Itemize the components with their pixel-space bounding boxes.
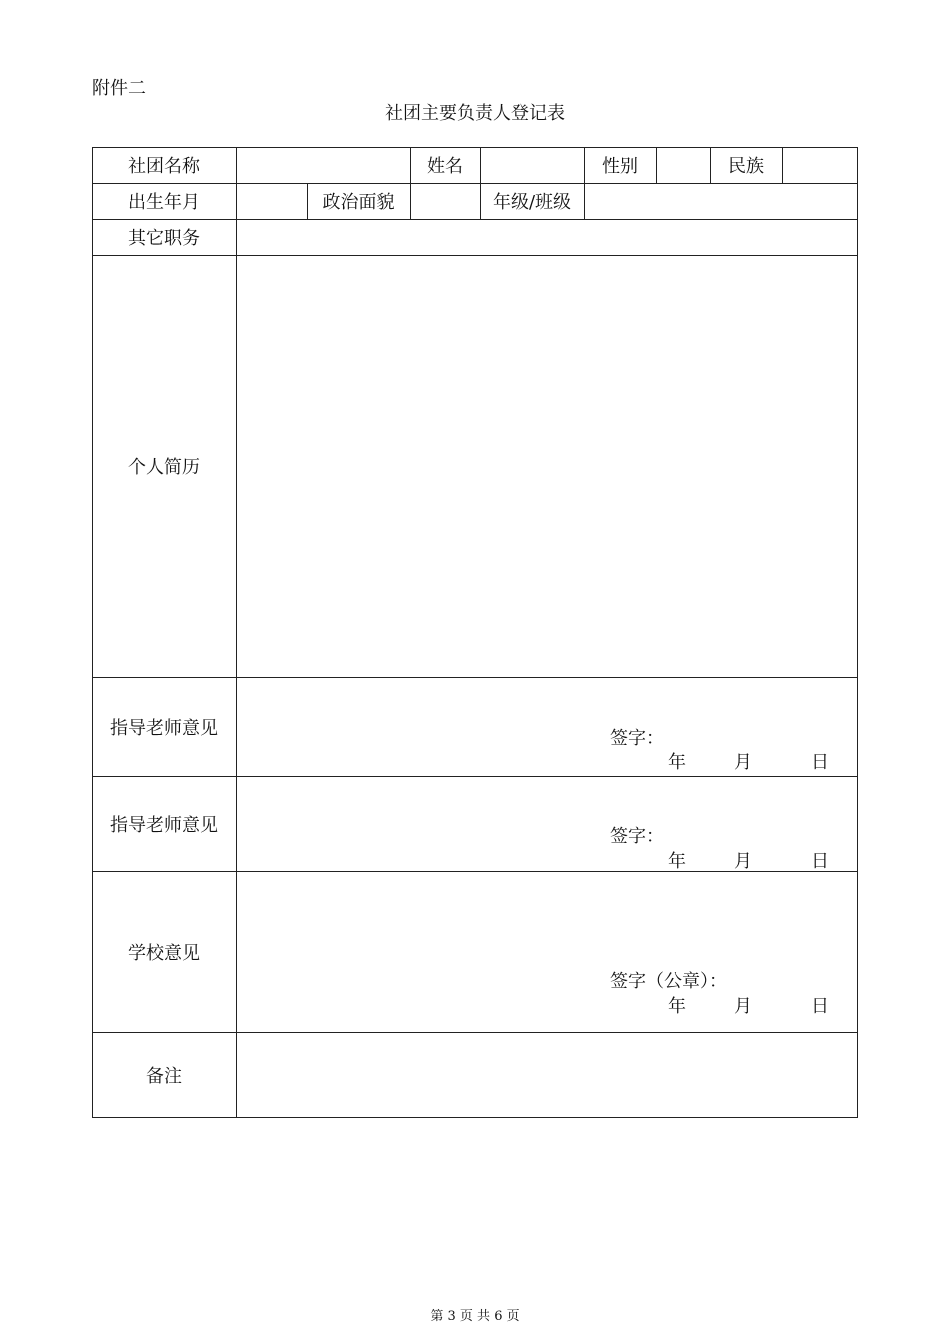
date-day-label: 日 bbox=[811, 851, 829, 872]
date-month-label: 月 bbox=[734, 752, 752, 773]
resume-field[interactable] bbox=[237, 256, 857, 677]
birth-date-label: 出生年月 bbox=[128, 192, 200, 213]
birth-date-field[interactable] bbox=[237, 184, 307, 219]
date-year-label: 年 bbox=[668, 851, 686, 872]
political-status-field[interactable] bbox=[411, 184, 480, 219]
name-field[interactable] bbox=[481, 148, 584, 183]
gender-field[interactable] bbox=[657, 148, 710, 183]
school-opinion-label: 学校意见 bbox=[128, 942, 200, 964]
political-status-label: 政治面貌 bbox=[322, 192, 395, 213]
attachment-label: 附件二 bbox=[92, 78, 146, 99]
other-duties-field[interactable] bbox=[237, 220, 857, 255]
date-month-label: 月 bbox=[734, 996, 752, 1017]
other-duties-label: 其它职务 bbox=[128, 228, 200, 249]
table-border bbox=[857, 147, 858, 1118]
club-name-field[interactable] bbox=[237, 148, 410, 183]
signature-seal-label: 签字（公章）： bbox=[610, 971, 727, 992]
school-opinion-field[interactable] bbox=[237, 872, 857, 1032]
ethnicity-field[interactable] bbox=[783, 148, 857, 183]
grade-class-field[interactable] bbox=[585, 184, 857, 219]
date-day-label: 日 bbox=[811, 752, 829, 773]
advisor-opinion-label: 指导老师意见 bbox=[110, 814, 218, 836]
grade-class-label: 年级/班级 bbox=[492, 192, 572, 213]
advisor-opinion-field[interactable] bbox=[237, 777, 857, 871]
ethnicity-label: 民族 bbox=[728, 156, 764, 177]
remarks-label: 备注 bbox=[146, 1065, 182, 1087]
table-border bbox=[92, 1117, 858, 1118]
gender-label: 性别 bbox=[602, 156, 638, 177]
remarks-field[interactable] bbox=[237, 1033, 857, 1117]
date-day-label: 日 bbox=[811, 996, 829, 1017]
form-title: 社团主要负责人登记表 bbox=[385, 103, 565, 124]
resume-label: 个人简历 bbox=[128, 457, 200, 478]
page-number: 第 3 页 共 6 页 bbox=[430, 1309, 520, 1324]
date-year-label: 年 bbox=[668, 996, 686, 1017]
name-label: 姓名 bbox=[427, 156, 463, 177]
advisor-opinion-label: 指导老师意见 bbox=[110, 717, 218, 739]
date-year-label: 年 bbox=[668, 752, 686, 773]
club-name-label: 社团名称 bbox=[128, 156, 200, 177]
signature-label: 签字： bbox=[610, 826, 664, 847]
date-month-label: 月 bbox=[734, 851, 752, 872]
signature-label: 签字： bbox=[610, 728, 664, 749]
advisor-opinion-field[interactable] bbox=[237, 678, 857, 776]
